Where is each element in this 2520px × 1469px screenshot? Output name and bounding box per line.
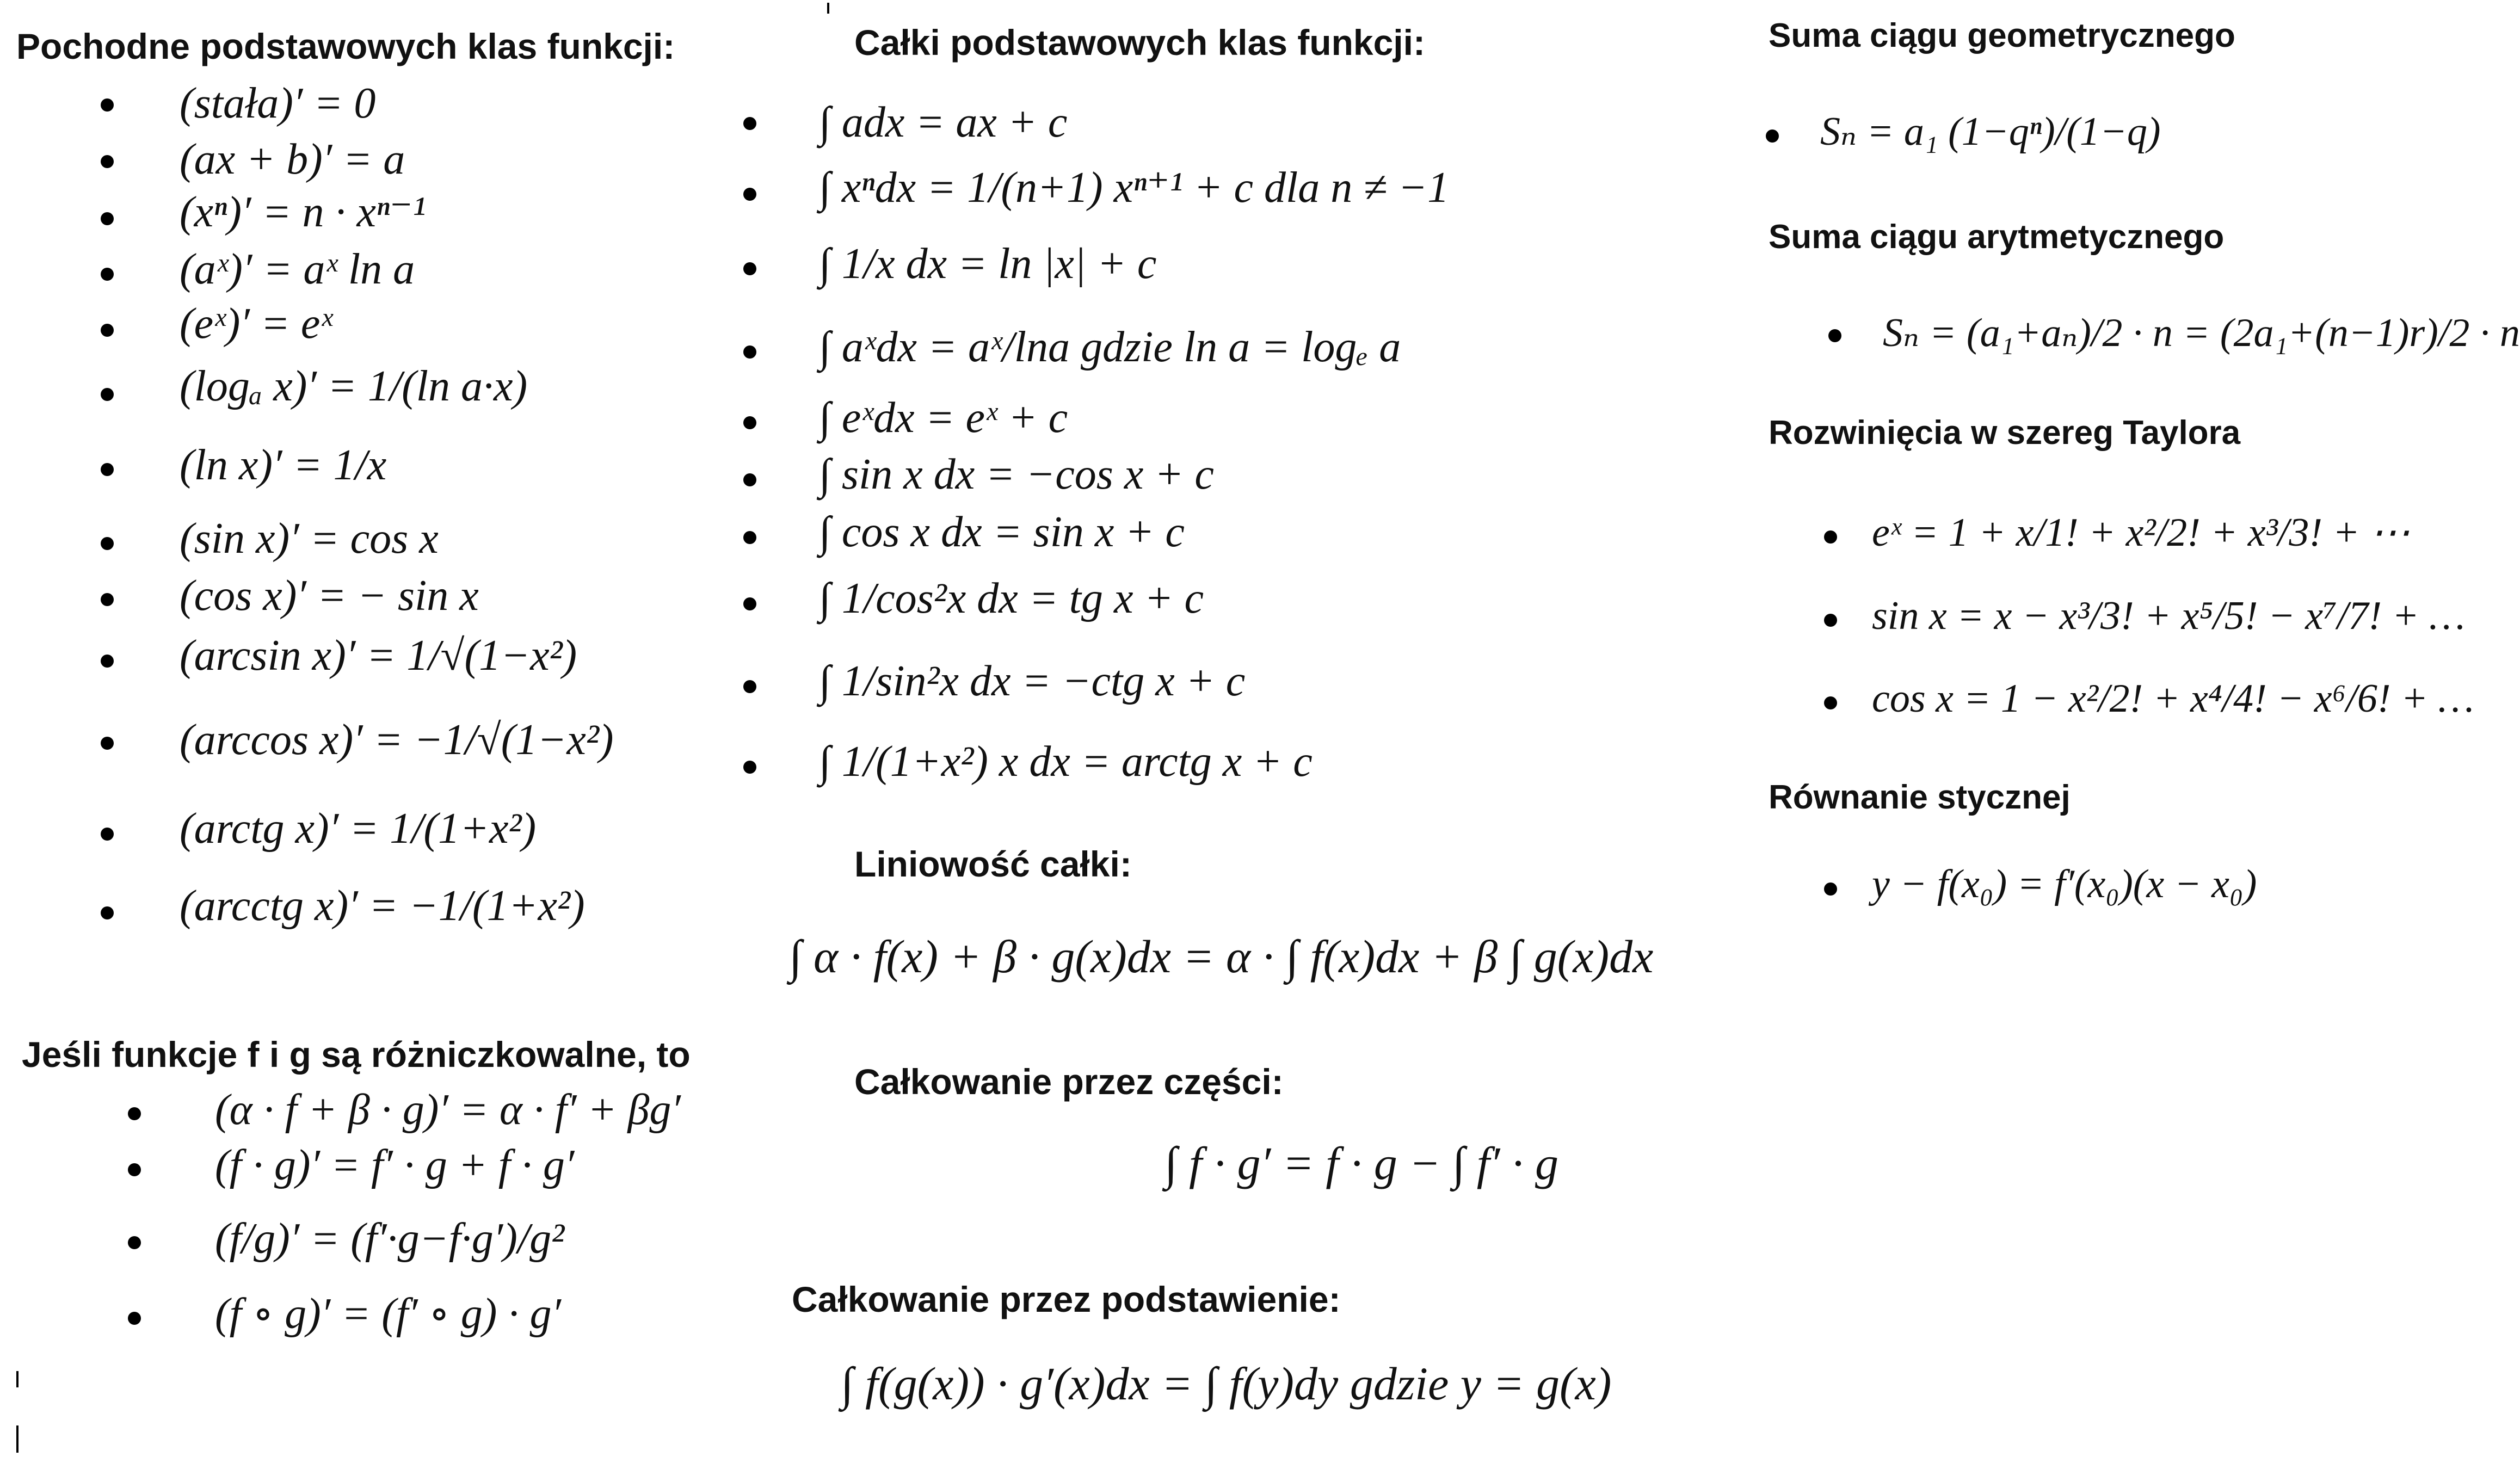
bullet xyxy=(128,1236,141,1249)
parts-formula: ∫ f · g′ = f · g − ∫ f′ · g xyxy=(1165,1137,1558,1189)
bullet xyxy=(101,593,114,606)
taylor-cos: cos x = 1 − x²/2! + x⁴/4! − x⁶/6! + … xyxy=(1872,676,2474,721)
bullet xyxy=(101,655,114,668)
derivatives-heading: Pochodne podstawowych klas funkcji: xyxy=(16,26,675,66)
bullet xyxy=(743,473,756,486)
differentiable-heading: Jeśli funkcje f i g są różniczkowalne, to xyxy=(22,1034,691,1075)
margin-mark xyxy=(16,1425,19,1453)
bullet xyxy=(743,761,756,774)
integral-rule: ∫ aˣdx = aˣ/lna gdzie ln a = logₑ a xyxy=(819,323,1401,371)
derivative-rule: (arctg x)′ = 1/(1+x²) xyxy=(180,805,537,853)
bullet xyxy=(101,98,114,112)
arithmetic-sum-heading: Suma ciągu arytmetycznego xyxy=(1769,218,2225,256)
bullet xyxy=(101,155,114,168)
integral-rule: ∫ adx = ax + c xyxy=(819,98,1068,146)
chain-rule: (f ∘ g)′ = (f′ ∘ g) · g′ xyxy=(215,1290,561,1338)
bullet xyxy=(743,531,756,544)
substitution-heading: Całkowanie przez podstawienie: xyxy=(792,1279,1341,1319)
bullet xyxy=(101,212,114,225)
margin-mark xyxy=(827,3,829,14)
derivative-rule: (arccos x)′ = −1/√(1−x²) xyxy=(180,716,614,764)
bullet xyxy=(101,906,114,919)
derivative-rule: (cos x)′ = − sin x xyxy=(180,572,479,620)
bullet xyxy=(1824,530,1837,544)
bullet xyxy=(101,388,114,401)
derivative-rule: (aˣ)′ = aˣ ln a xyxy=(180,245,415,293)
integral-rule: ∫ sin x dx = −cos x + c xyxy=(819,450,1214,498)
margin-mark xyxy=(16,1371,19,1387)
sum-rule: (α · f + β · g)′ = α · f′ + βg′ xyxy=(215,1086,681,1134)
bullet xyxy=(743,262,756,275)
bullet xyxy=(1828,329,1841,342)
bullet xyxy=(101,828,114,841)
derivative-rule: (ln x)′ = 1/x xyxy=(180,441,387,489)
bullet xyxy=(743,597,756,610)
bullet xyxy=(1824,614,1837,627)
integral-rule: ∫ 1/sin²x dx = −ctg x + c xyxy=(819,657,1246,705)
bullet xyxy=(743,188,756,201)
bullet xyxy=(128,1163,141,1176)
taylor-sin: sin x = x − x³/3! + x⁵/5! − x⁷/7! + … xyxy=(1872,594,2465,638)
derivative-rule: (eˣ)′ = eˣ xyxy=(180,300,332,348)
derivative-rule: (xⁿ)′ = n · xⁿ⁻¹ xyxy=(180,188,426,236)
taylor-heading: Rozwinięcia w szereg Taylora xyxy=(1769,414,2241,452)
bullet xyxy=(101,537,114,550)
integral-rule: ∫ eˣdx = eˣ + c xyxy=(819,394,1068,442)
derivative-rule: (sin x)′ = cos x xyxy=(180,515,439,563)
bullet xyxy=(101,268,114,281)
bullet xyxy=(1766,129,1779,143)
derivative-rule: (stała)′ = 0 xyxy=(180,79,376,127)
geometric-sum-heading: Suma ciągu geometrycznego xyxy=(1769,17,2235,54)
bullet xyxy=(743,416,756,429)
linearity-heading: Liniowość całki: xyxy=(854,844,1132,884)
bullet xyxy=(743,117,756,130)
quotient-rule: (f/g)′ = (f′·g−f·g′)/g² xyxy=(215,1215,565,1263)
tangent-heading: Równanie stycznej xyxy=(1769,779,2071,816)
derivative-rule: (ax + b)′ = a xyxy=(180,135,405,183)
derivative-rule: (arcctg x)′ = −1/(1+x²) xyxy=(180,882,585,930)
linearity-formula: ∫ α · f(x) + β · g(x)dx = α · ∫ f(x)dx + β ∫ g(x)dx xyxy=(789,930,1654,983)
bullet xyxy=(101,737,114,750)
bullet xyxy=(101,463,114,476)
tangent-formula: y − f(x₀) = f′(x₀)(x − x₀) xyxy=(1872,862,2257,906)
bullet xyxy=(1824,696,1837,709)
integral-rule: ∫ 1/(1+x²) x dx = arctg x + c xyxy=(819,738,1313,786)
integral-rule: ∫ xⁿdx = 1/(n+1) xⁿ⁺¹ + c dla n ≠ −1 xyxy=(819,164,1450,212)
derivative-rule: (arcsin x)′ = 1/√(1−x²) xyxy=(180,632,577,680)
integrals-heading: Całki podstawowych klas funkcji: xyxy=(854,22,1425,63)
product-rule: (f · g)′ = f′ · g + f · g′ xyxy=(215,1141,575,1189)
substitution-formula: ∫ f(g(x)) · g′(x)dx = ∫ f(y)dy gdzie y = g(x) xyxy=(841,1357,1612,1410)
bullet xyxy=(128,1312,141,1325)
bullet xyxy=(1824,882,1837,896)
integral-rule: ∫ cos x dx = sin x + c xyxy=(819,508,1185,556)
arithmetic-sum-formula: Sₙ = (a₁+aₙ)/2 · n = (2a₁+(n−1)r)/2 · n xyxy=(1883,311,2520,355)
bullet xyxy=(743,680,756,693)
bullet xyxy=(743,345,756,359)
taylor-exp: eˣ = 1 + x/1! + x²/2! + x³/3! + ⋯ xyxy=(1872,510,2410,555)
parts-heading: Całkowanie przez części: xyxy=(854,1061,1284,1102)
bullet xyxy=(101,324,114,337)
integral-rule: ∫ 1/cos²x dx = tg x + c xyxy=(819,575,1204,622)
geometric-sum-formula: Sₙ = a₁ (1−qⁿ)/(1−q) xyxy=(1820,109,2161,154)
bullet xyxy=(128,1107,141,1120)
derivative-rule: (logₐ x)′ = 1/(ln a·x) xyxy=(180,362,528,410)
integral-rule: ∫ 1/x dx = ln |x| + c xyxy=(819,240,1157,288)
